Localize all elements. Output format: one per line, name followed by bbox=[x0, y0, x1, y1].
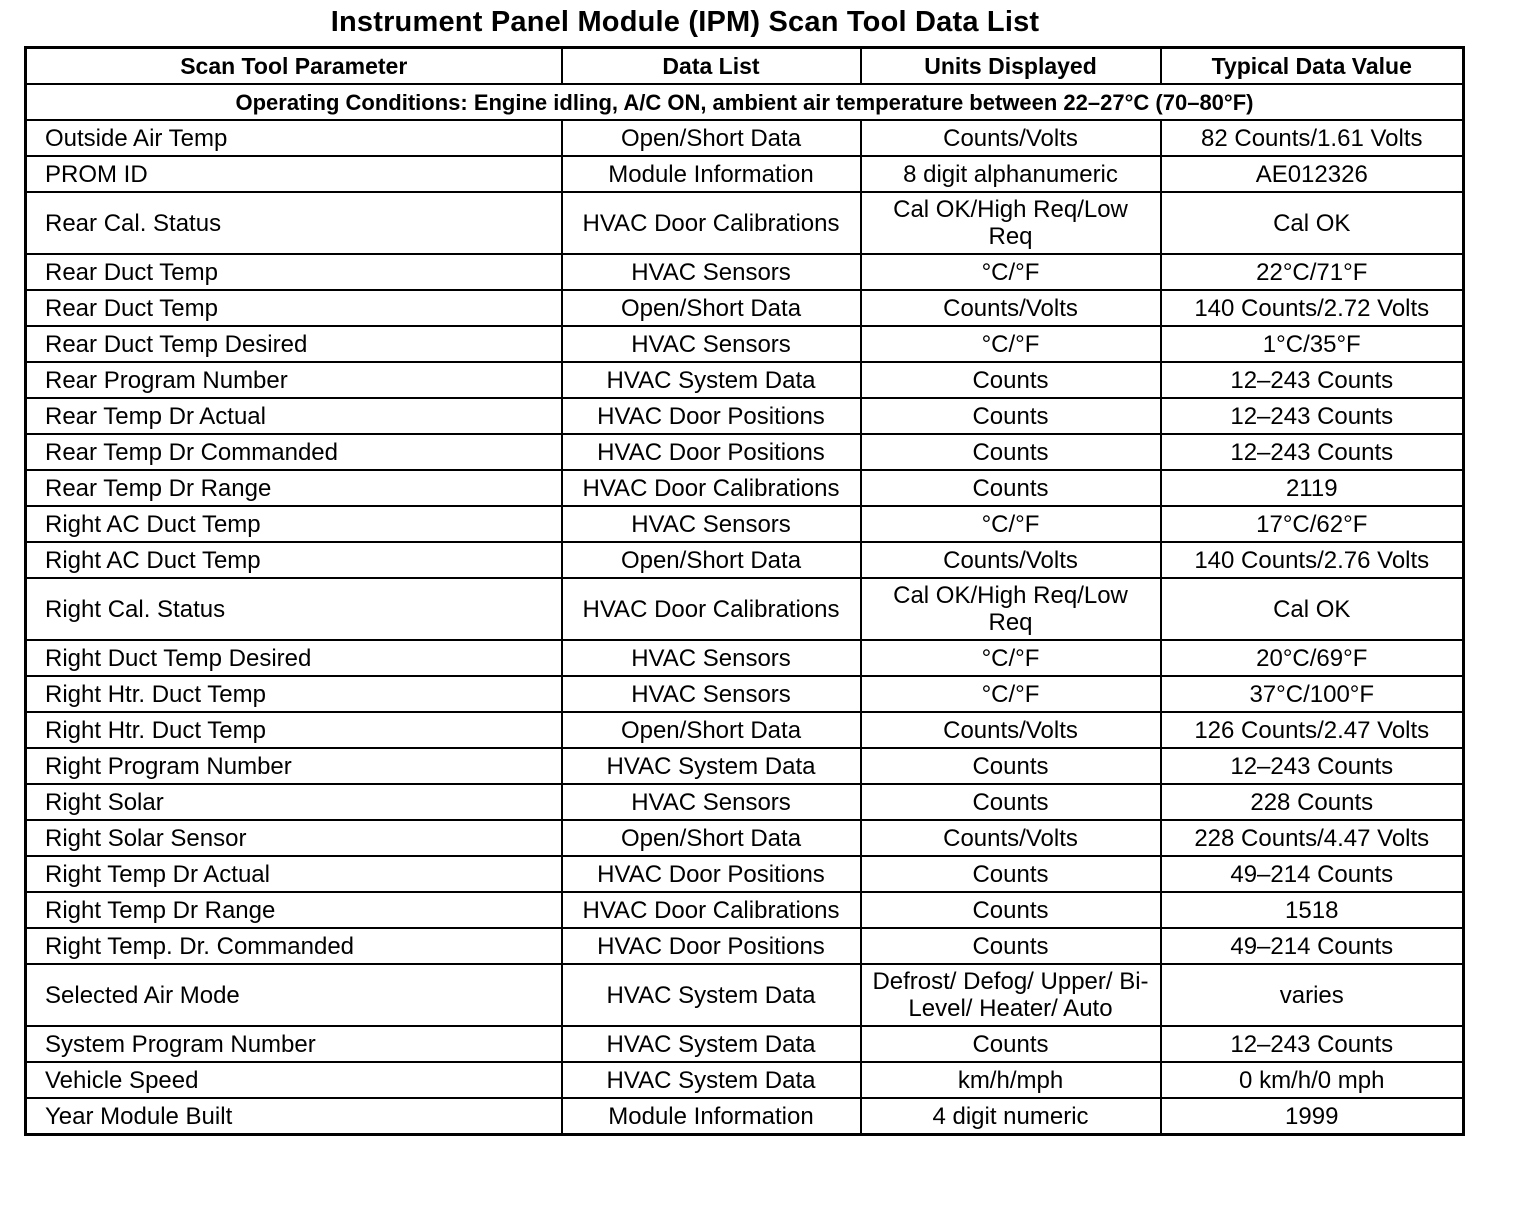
cell-typical-value: 82 Counts/1.61 Volts bbox=[1161, 120, 1464, 156]
cell-parameter: PROM ID bbox=[26, 156, 562, 192]
table-row bbox=[26, 470, 1464, 506]
cell-typical-value: 1518 bbox=[1161, 892, 1464, 928]
cell-data-list: HVAC Sensors bbox=[562, 254, 861, 290]
table-row bbox=[26, 712, 1464, 748]
cell-units: Cal OK/High Req/Low Req bbox=[861, 578, 1161, 640]
cell-typical-value: 1999 bbox=[1161, 1098, 1464, 1135]
cell-parameter: System Program Number bbox=[26, 1026, 562, 1062]
cell-data-list: Module Information bbox=[562, 156, 861, 192]
cell-parameter: Right Cal. Status bbox=[26, 578, 562, 640]
cell-units: Counts bbox=[861, 928, 1161, 964]
cell-parameter: Right Solar Sensor bbox=[26, 820, 562, 856]
cell-data-list: Open/Short Data bbox=[562, 820, 861, 856]
column-header-data-list: Data List bbox=[562, 48, 861, 85]
cell-typical-value: 228 Counts bbox=[1161, 784, 1464, 820]
cell-parameter: Right Temp. Dr. Commanded bbox=[26, 928, 562, 964]
table-row bbox=[26, 1062, 1464, 1098]
cell-data-list: HVAC Sensors bbox=[562, 640, 861, 676]
cell-units: Counts/Volts bbox=[861, 820, 1161, 856]
cell-parameter: Outside Air Temp bbox=[26, 120, 562, 156]
table-row bbox=[26, 748, 1464, 784]
cell-units: Counts/Volts bbox=[861, 290, 1161, 326]
cell-parameter: Right Solar bbox=[26, 784, 562, 820]
cell-data-list: HVAC Sensors bbox=[562, 506, 861, 542]
cell-parameter: Vehicle Speed bbox=[26, 1062, 562, 1098]
cell-units: Counts bbox=[861, 892, 1161, 928]
cell-typical-value: 228 Counts/4.47 Volts bbox=[1161, 820, 1464, 856]
cell-typical-value: varies bbox=[1161, 964, 1464, 1026]
cell-data-list: HVAC System Data bbox=[562, 748, 861, 784]
cell-parameter: Rear Temp Dr Commanded bbox=[26, 434, 562, 470]
column-header-typical-value: Typical Data Value bbox=[1161, 48, 1464, 85]
table-row bbox=[26, 784, 1464, 820]
table-row bbox=[26, 362, 1464, 398]
cell-data-list: HVAC Sensors bbox=[562, 326, 861, 362]
cell-parameter: Year Module Built bbox=[26, 1098, 562, 1135]
cell-data-list: HVAC System Data bbox=[562, 362, 861, 398]
cell-units: 8 digit alphanumeric bbox=[861, 156, 1161, 192]
cell-typical-value: 0 km/h/0 mph bbox=[1161, 1062, 1464, 1098]
cell-units: Counts bbox=[861, 784, 1161, 820]
cell-typical-value: 1°C/35°F bbox=[1161, 326, 1464, 362]
cell-data-list: HVAC Door Calibrations bbox=[562, 892, 861, 928]
operating-conditions: Operating Conditions: Engine idling, A/C ON, ambient air temperature between 22–27°C (70–80°F) bbox=[26, 84, 1464, 120]
cell-data-list: HVAC Door Calibrations bbox=[562, 578, 861, 640]
operating-conditions-row bbox=[26, 84, 1464, 120]
table-row bbox=[26, 506, 1464, 542]
cell-typical-value: 12–243 Counts bbox=[1161, 748, 1464, 784]
cell-typical-value: 37°C/100°F bbox=[1161, 676, 1464, 712]
table-row bbox=[26, 892, 1464, 928]
cell-parameter: Rear Temp Dr Range bbox=[26, 470, 562, 506]
cell-parameter: Right Temp Dr Actual bbox=[26, 856, 562, 892]
cell-units: Counts bbox=[861, 398, 1161, 434]
cell-units: °C/°F bbox=[861, 254, 1161, 290]
cell-parameter: Right Htr. Duct Temp bbox=[26, 712, 562, 748]
cell-units: Counts/Volts bbox=[861, 542, 1161, 578]
cell-parameter: Rear Duct Temp bbox=[26, 254, 562, 290]
cell-parameter: Rear Program Number bbox=[26, 362, 562, 398]
cell-units: Counts bbox=[861, 856, 1161, 892]
cell-data-list: HVAC Door Positions bbox=[562, 434, 861, 470]
cell-data-list: HVAC Sensors bbox=[562, 676, 861, 712]
table-row bbox=[26, 676, 1464, 712]
cell-units: Cal OK/High Req/Low Req bbox=[861, 192, 1161, 254]
cell-typical-value: 2119 bbox=[1161, 470, 1464, 506]
cell-parameter: Rear Temp Dr Actual bbox=[26, 398, 562, 434]
cell-units: Counts bbox=[861, 748, 1161, 784]
cell-units: Defrost/ Defog/ Upper/ Bi-Level/ Heater/ Auto bbox=[861, 964, 1161, 1026]
cell-units: Counts bbox=[861, 470, 1161, 506]
cell-units: °C/°F bbox=[861, 506, 1161, 542]
cell-typical-value: AE012326 bbox=[1161, 156, 1464, 192]
cell-units: °C/°F bbox=[861, 326, 1161, 362]
cell-data-list: HVAC Sensors bbox=[562, 784, 861, 820]
table-row bbox=[26, 290, 1464, 326]
cell-units: Counts/Volts bbox=[861, 120, 1161, 156]
cell-parameter: Rear Duct Temp Desired bbox=[26, 326, 562, 362]
table-row bbox=[26, 640, 1464, 676]
table-row bbox=[26, 964, 1464, 1026]
cell-typical-value: Cal OK bbox=[1161, 192, 1464, 254]
cell-typical-value: 22°C/71°F bbox=[1161, 254, 1464, 290]
table-row bbox=[26, 398, 1464, 434]
header-row bbox=[26, 48, 1464, 85]
table-row bbox=[26, 192, 1464, 254]
cell-units: Counts bbox=[861, 1026, 1161, 1062]
cell-data-list: HVAC Door Calibrations bbox=[562, 470, 861, 506]
cell-units: Counts bbox=[861, 362, 1161, 398]
table-row bbox=[26, 578, 1464, 640]
cell-data-list: Open/Short Data bbox=[562, 712, 861, 748]
cell-data-list: Open/Short Data bbox=[562, 120, 861, 156]
cell-data-list: HVAC Door Calibrations bbox=[562, 192, 861, 254]
cell-units: km/h/mph bbox=[861, 1062, 1161, 1098]
cell-data-list: HVAC System Data bbox=[562, 964, 861, 1026]
table-row bbox=[26, 542, 1464, 578]
cell-data-list: HVAC Door Positions bbox=[562, 398, 861, 434]
table-row bbox=[26, 1026, 1464, 1062]
table-row bbox=[26, 254, 1464, 290]
column-header-units: Units Displayed bbox=[861, 48, 1161, 85]
table-row bbox=[26, 820, 1464, 856]
cell-typical-value: 49–214 Counts bbox=[1161, 856, 1464, 892]
cell-typical-value: Cal OK bbox=[1161, 578, 1464, 640]
cell-parameter: Right AC Duct Temp bbox=[26, 542, 562, 578]
cell-data-list: HVAC System Data bbox=[562, 1062, 861, 1098]
cell-typical-value: 12–243 Counts bbox=[1161, 398, 1464, 434]
page-title: Instrument Panel Module (IPM) Scan Tool Data List bbox=[330, 6, 1040, 38]
cell-units: °C/°F bbox=[861, 640, 1161, 676]
table-row bbox=[26, 326, 1464, 362]
table-row bbox=[26, 928, 1464, 964]
cell-typical-value: 140 Counts/2.76 Volts bbox=[1161, 542, 1464, 578]
cell-units: °C/°F bbox=[861, 676, 1161, 712]
cell-data-list: Open/Short Data bbox=[562, 542, 861, 578]
cell-typical-value: 140 Counts/2.72 Volts bbox=[1161, 290, 1464, 326]
cell-units: Counts/Volts bbox=[861, 712, 1161, 748]
table-row bbox=[26, 856, 1464, 892]
column-header-parameter: Scan Tool Parameter bbox=[26, 48, 562, 85]
cell-data-list: HVAC System Data bbox=[562, 1026, 861, 1062]
cell-parameter: Rear Duct Temp bbox=[26, 290, 562, 326]
cell-data-list: HVAC Door Positions bbox=[562, 928, 861, 964]
cell-parameter: Right Program Number bbox=[26, 748, 562, 784]
cell-typical-value: 20°C/69°F bbox=[1161, 640, 1464, 676]
cell-parameter: Rear Cal. Status bbox=[26, 192, 562, 254]
cell-typical-value: 49–214 Counts bbox=[1161, 928, 1464, 964]
table-row bbox=[26, 156, 1464, 192]
table-row bbox=[26, 434, 1464, 470]
table-row bbox=[26, 120, 1464, 156]
cell-parameter: Right Temp Dr Range bbox=[26, 892, 562, 928]
cell-typical-value: 12–243 Counts bbox=[1161, 1026, 1464, 1062]
cell-typical-value: 12–243 Counts bbox=[1161, 434, 1464, 470]
cell-typical-value: 126 Counts/2.47 Volts bbox=[1161, 712, 1464, 748]
cell-parameter: Right AC Duct Temp bbox=[26, 506, 562, 542]
cell-parameter: Selected Air Mode bbox=[26, 964, 562, 1026]
cell-data-list: Module Information bbox=[562, 1098, 861, 1135]
cell-units: Counts bbox=[861, 434, 1161, 470]
table-row bbox=[26, 1098, 1464, 1135]
cell-data-list: Open/Short Data bbox=[562, 290, 861, 326]
cell-parameter: Right Duct Temp Desired bbox=[26, 640, 562, 676]
cell-typical-value: 17°C/62°F bbox=[1161, 506, 1464, 542]
cell-data-list: HVAC Door Positions bbox=[562, 856, 861, 892]
cell-units: 4 digit numeric bbox=[861, 1098, 1161, 1135]
cell-parameter: Right Htr. Duct Temp bbox=[26, 676, 562, 712]
scan-tool-data-table bbox=[24, 46, 1465, 1136]
cell-typical-value: 12–243 Counts bbox=[1161, 362, 1464, 398]
